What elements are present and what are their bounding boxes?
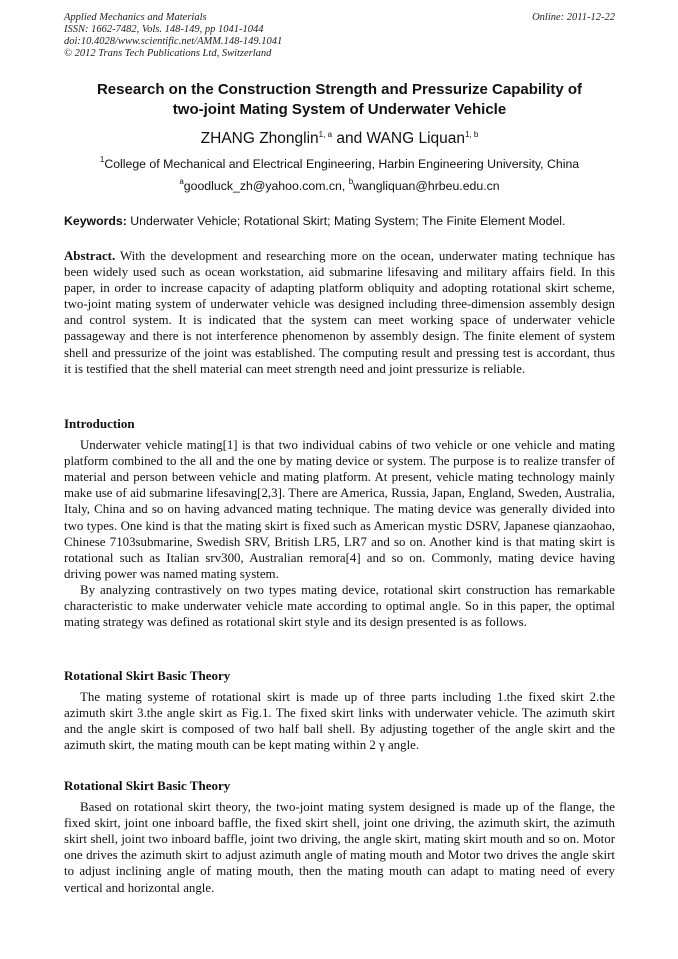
authors — [64, 130, 615, 148]
abstract-text: With the development and researching more on the ocean, underwater mating technique has been widely used such as ocean workstation, aid submarine lifesaving and military affairs field. In this paper, in order to increase capacity of adapting platform obliquity and adopting rotational skirt scheme, two-joint mating system of underwater vehicle was designed including three-dimension assembly design and control system. It is indicated that the system can meet working space of underwater vehicle passageway and there is not interference phenomenon by assembly design. The finite element of system shell and pressurize of the joint was established. The computing result and pressing test is accordant, thus it is testified that the shell material can meet strength need and joint pressurize is reliable. — [64, 249, 615, 376]
email-sup: b — [348, 177, 354, 186]
affiliation — [64, 157, 615, 171]
paper-title — [64, 80, 615, 120]
aff-sup: 1 — [99, 155, 105, 164]
title-line: two-joint Mating System of Underwater Vehicle — [172, 101, 507, 118]
section-heading: Introduction — [64, 416, 135, 431]
emails — [64, 179, 615, 193]
section-rotational-skirt-2 — [64, 778, 615, 896]
paragraph: Underwater vehicle mating[1] is that two individual cabins of two vehicle or one vehicle and mating platform combined to the all and the one by mating device or system. The purpose is to realize transfer of material and person between vehicle and mating platform. At present, vehicle mating technology mainly make use of aid submarine lifesaving[2,3]. There are America, Russia, Japan, England, Sweden, Australia, Italy, China and so on having advanced mating technique. The mating device was generally divided into two types. One kind is that the mating skirt is fixed such as American mystic DSRV, Japanese qianzaohao, Chinese 7103submarine, Swedish SRV, British LR5, LR7 and so on. Another kind is that mating skirt is rotational such as Italian srv300, Australian remora[4] and so on. Commonly, mating device having driving power was named mating system. — [64, 438, 615, 581]
section-introduction — [64, 416, 615, 630]
issn: ISSN: 1662-7482, Vols. 148-149, pp 1041-1044 — [64, 24, 264, 35]
keywords — [64, 214, 615, 228]
email-sup: a — [179, 177, 184, 186]
author-sep: and — [332, 130, 367, 147]
section-heading: Rotational Skirt Basic Theory — [64, 778, 231, 793]
abstract — [64, 248, 615, 377]
keywords-text: Underwater Vehicle; Rotational Skirt; Mating System; The Finite Element Model. — [126, 214, 566, 228]
paragraph: Based on rotational skirt theory, the two-joint mating system designed is made up of the flange, the fixed skirt, joint one inboard baffle, the fixed skirt shell, joint one driving, the azimuth skirt, the azimuth skirt shell, joint two inboard baffle, joint two driving, the angle skirt, mating skirt mouth and so on. Motor one drives the azimuth skirt to adjust azimuth angle of mating mouth and Motor two drives the angle skirt to adjust inclining angle of mating mouth, then the mating mouth can adapt to mating need of every vertical and horizontal angle. — [64, 800, 615, 895]
journal-name: Applied Mechanics and Materials — [64, 12, 207, 23]
section-heading: Rotational Skirt Basic Theory — [64, 668, 231, 683]
doi: doi:10.4028/www.scientific.net/AMM.148-149.1041 — [64, 36, 283, 47]
section-rotational-skirt — [64, 668, 615, 753]
aff-text: College of Mechanical and Electrical Engineering, Harbin Engineering University, China — [104, 157, 580, 171]
keywords-label: Keywords: — [64, 214, 127, 228]
author: WANG Liquan — [366, 130, 465, 147]
email[interactable]: goodluck_zh@yahoo.com.cn, — [183, 179, 349, 193]
author: ZHANG Zhonglin — [200, 130, 319, 147]
author-sup: 1, a — [318, 130, 333, 139]
email[interactable]: wangliquan@hrbeu.edu.cn — [353, 179, 500, 193]
copyright: © 2012 Trans Tech Publications Ltd, Switzerland — [64, 48, 272, 59]
online-date: Online: 2011-12-22 — [532, 12, 615, 23]
title-line: Research on the Construction Strength and Pressurize Capability of — [96, 81, 583, 98]
author-sup: 1, b — [465, 130, 479, 139]
paragraph: By analyzing contrastively on two types mating device, rotational skirt construction has remarkable characteristic to make underwater vehicle mate according to optimal angle. So in this paper, the optimal mating strategy was defined as rotational skirt style and its design presented is as follows. — [64, 582, 615, 630]
paragraph: The mating systeme of rotational skirt is made up of three parts including 1.the fixed skirt 2.the azimuth skirt 3.the angle skirt as Fig.1. The fixed skirt links with underwater vehicle. The azimuth skirt and the angle skirt is composed of two half ball shell. By adjusting together of the angle skirt and the azimuth skirt, the mating mouth can be kept mating within 2 γ angle. — [64, 690, 615, 753]
abstract-label: Abstract. — [64, 249, 116, 263]
